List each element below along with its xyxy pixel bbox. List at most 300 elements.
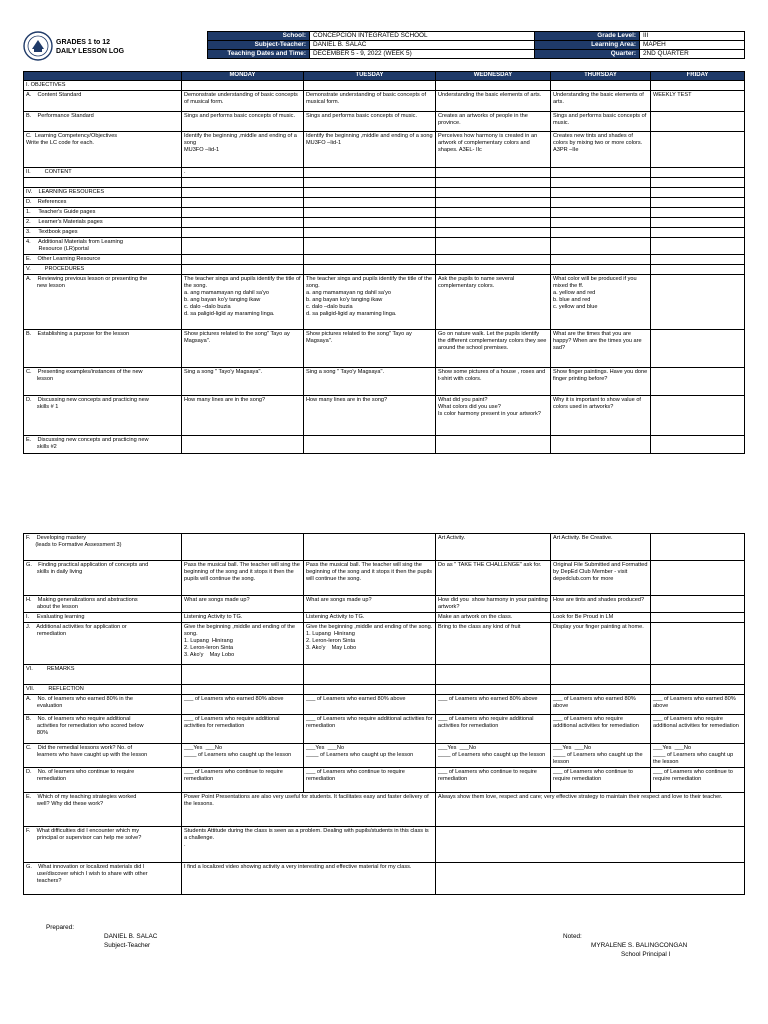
day-cell <box>551 395 651 435</box>
reflection-right-cell <box>436 792 745 826</box>
table-row <box>24 274 745 329</box>
day-cell <box>304 395 436 435</box>
day-cell-text: Show pictures related to the song" Tayo ay Magsaya". <box>184 330 292 344</box>
table-row <box>24 367 745 395</box>
day-cell <box>304 767 436 792</box>
day-cell <box>304 714 436 743</box>
day-cell <box>551 329 651 367</box>
row-label-text: B. Performance Standard <box>26 112 94 119</box>
day-cell <box>651 177 745 187</box>
day-cell <box>182 684 304 694</box>
row-label-text: E. Other Learning Resource <box>26 255 101 262</box>
day-cell <box>436 367 551 395</box>
day-cell <box>304 613 436 623</box>
day-cell-text: Identify the beginning ,middle and ending of a song MU3FO –Iid-1 <box>184 132 297 153</box>
row-label <box>24 167 182 177</box>
day-cell-text: ___ of Learners who continue to require remediation <box>553 768 635 782</box>
day-cell-text: ___Yes ___No ____ of Learners who caught up the lesson <box>653 744 734 765</box>
day-cell <box>551 227 651 237</box>
row-label-text: I. Evaluating learning <box>26 614 85 620</box>
day-cell <box>304 264 436 274</box>
day-friday: FRIDAY <box>651 72 745 81</box>
day-cell <box>436 329 551 367</box>
day-cell <box>182 395 304 435</box>
day-cell <box>651 435 745 453</box>
row-label-text: C. Presenting examples/instances of the new lesson <box>26 368 143 382</box>
day-cell <box>304 167 436 177</box>
day-cell <box>551 177 651 187</box>
reflection-left-cell-text: Power Point Presentations are also very useful for students. It facilitates easy and faster delivery of the lessons. <box>184 793 431 807</box>
table-row <box>24 111 745 131</box>
school-value: CONCEPCION INTEGRATED SCHOOL <box>310 32 535 41</box>
day-cell <box>651 167 745 177</box>
row-label-text: 1. Teacher's Guide pages <box>26 208 96 215</box>
table-row <box>24 197 745 207</box>
table-row <box>24 90 745 111</box>
day-cell <box>551 367 651 395</box>
day-cell <box>436 111 551 131</box>
day-cell-text: ___ of Learners who earned 80% above <box>553 695 638 709</box>
day-cell <box>651 217 745 227</box>
noted-block <box>591 942 687 959</box>
quarter-label: Quarter: <box>535 50 640 59</box>
day-cell <box>304 187 436 197</box>
day-cell <box>651 714 745 743</box>
day-cell <box>436 90 551 111</box>
grade-label: Grade Level: <box>535 32 640 41</box>
day-cell <box>304 81 436 91</box>
day-thursday: THURSDAY <box>551 72 651 81</box>
day-cell-text: The teacher sings and pupils identify the title of the song. a. ang mamamayan ng dahil sa'yo b. ang bayan ko'y tanging ikaw c. dalo –dalo buzia d. sa paligid-ligid ay maraming linga. <box>306 275 432 317</box>
day-cell <box>304 217 436 227</box>
day-cell-text: Listening Activity to TG. <box>184 614 243 620</box>
day-cell <box>436 131 551 167</box>
day-cell-text: What are songs made up? <box>184 597 250 603</box>
day-cell <box>182 90 304 111</box>
row-label <box>24 329 182 367</box>
row-label-text: B. No. of learners who require additional activities for remediation who scored below 80% <box>26 715 144 736</box>
row-label <box>24 177 182 187</box>
day-cell-text: The teacher sings and pupils identify the title of the song. a. ang mamamayan ng dahil sa'yo b. ang bayan ko'y tanging ikaw c. dalo –dalo buzia d. sa paligid-ligid ay maraming linga. <box>184 275 301 317</box>
day-cell-text: ___Yes ___No ____ of Learners who caught up the lesson <box>306 744 414 758</box>
title-line-1: GRADES 1 to 12 <box>56 39 111 46</box>
day-cell-text: Perceives how harmony is created in an artwork of complementary colors and shapes. A3EL- IIc <box>438 132 539 153</box>
day-cell-text: Go on nature walk. Let the pupils identify the different complementary colors they see around the school premises. <box>438 330 548 351</box>
table-row <box>24 395 745 435</box>
row-label <box>24 395 182 435</box>
day-cell <box>651 237 745 254</box>
day-cell <box>551 743 651 767</box>
dates-value: DECEMBER 5 - 9, 2022 (WEEK 5) <box>310 50 535 59</box>
day-cell <box>436 177 551 187</box>
row-label <box>24 862 182 894</box>
day-cell <box>304 367 436 395</box>
day-cell <box>551 207 651 217</box>
row-label-text: J. Additional activities for application or remediation <box>26 623 127 637</box>
row-label <box>24 684 182 694</box>
row-label-text: VII. REFLECTION <box>26 685 84 692</box>
day-cell <box>651 694 745 714</box>
row-label-text: C. Did the remedial lessons work? No. of learners who have caught up with the lesson <box>26 744 148 758</box>
day-cell <box>182 435 304 453</box>
day-cell-text: ___ of Learners who require additional activities for remediation <box>306 715 435 729</box>
day-cell <box>436 187 551 197</box>
dates-label: Teaching Dates and Time: <box>208 50 310 59</box>
reflection-right-cell <box>436 826 745 862</box>
day-cell-text: Sing a song " Tayo'y Magsaya". <box>306 368 385 375</box>
day-cell <box>551 274 651 329</box>
day-cell-text: What are songs made up? <box>306 597 372 603</box>
day-cell-text: ___Yes ___No ____ of Learners who caught up the lesson <box>438 744 546 758</box>
prepared-block <box>104 933 157 950</box>
day-cell <box>551 684 651 694</box>
row-label-text: D. No. of learners who continue to require remediation <box>26 768 135 782</box>
day-cell <box>182 622 304 664</box>
row-label <box>24 714 182 743</box>
day-cell <box>182 167 304 177</box>
row-label <box>24 264 182 274</box>
day-cell-text: ___ of Learners who require additional activities for remediation <box>653 715 739 729</box>
row-label <box>24 254 182 264</box>
day-cell <box>651 613 745 623</box>
day-cell <box>436 664 551 684</box>
day-cell <box>436 561 551 596</box>
day-cell <box>651 274 745 329</box>
lesson-table-part2 <box>23 533 745 895</box>
day-cell-text: ___ of Learners who require additional activities for remediation <box>184 715 282 729</box>
day-cell <box>436 534 551 561</box>
day-cell-text: Sings and performs basic concepts of music. <box>306 112 417 119</box>
day-cell <box>182 534 304 561</box>
row-label <box>24 826 182 862</box>
day-cell <box>436 81 551 91</box>
row-label <box>24 613 182 623</box>
reflection-left-cell <box>182 826 436 862</box>
day-cell <box>436 613 551 623</box>
prepared-label: Prepared: <box>46 924 75 931</box>
day-cell <box>304 664 436 684</box>
row-label-text: A. Reviewing previous lesson or presenting the new lesson <box>26 275 148 289</box>
day-cell <box>304 131 436 167</box>
area-label: Learning Area: <box>535 41 640 50</box>
noted-role: School Principal I <box>621 950 671 958</box>
row-label <box>24 367 182 395</box>
day-cell <box>551 767 651 792</box>
row-label-text: F. Developing mastery (leads to Formative Assessment 3) <box>26 535 122 548</box>
day-cell <box>436 197 551 207</box>
day-cell-text: ___ of Learners who earned 80% above <box>653 695 738 709</box>
day-header-row <box>24 72 745 81</box>
day-cell-text: Understanding the basic elements of arts. <box>553 91 646 105</box>
day-cell <box>436 227 551 237</box>
row-label <box>24 237 182 254</box>
day-cell <box>551 622 651 664</box>
day-cell <box>651 664 745 684</box>
day-wednesday: WEDNESDAY <box>436 72 551 81</box>
table-row <box>24 613 745 623</box>
day-cell <box>182 767 304 792</box>
day-cell <box>436 395 551 435</box>
row-label-text: 2. Learner's Materials pages <box>26 218 103 225</box>
reflection-left-cell-text: I find a localized video showing activity a very interesting and effective material for my class. <box>184 863 412 870</box>
day-cell <box>182 367 304 395</box>
day-cell-text: Show pictures related to the song" Tayo ay Magsaya". <box>306 330 414 344</box>
day-cell <box>304 90 436 111</box>
table-row <box>24 167 745 177</box>
day-cell-text: What did you paint? What colors did you use? Is color harmony present in your artwork? <box>438 396 541 417</box>
day-cell <box>304 227 436 237</box>
day-cell <box>551 131 651 167</box>
day-cell <box>304 111 436 131</box>
day-cell <box>651 367 745 395</box>
day-cell-text: . <box>184 168 186 175</box>
day-cell-text: ___ of Learners who earned 80% above <box>184 695 284 702</box>
day-cell <box>551 111 651 131</box>
day-cell-text: Art Activity. <box>438 535 466 541</box>
day-cell <box>651 207 745 217</box>
day-cell <box>651 81 745 91</box>
day-cell-text: Bring to the class any kind of fruit <box>438 623 521 630</box>
day-cell <box>551 664 651 684</box>
day-cell <box>182 274 304 329</box>
day-cell <box>551 90 651 111</box>
day-cell-text: Creates new tints and shades of colors by mixing two or more colors. A3PR –IIe <box>553 132 643 153</box>
day-cell-text: How many lines are in the song? <box>184 396 266 403</box>
reflection-left-cell-text: Students Attitude during the class is seen as a problem. Dealing with pupils/students in this class is a challenge. . <box>184 827 429 848</box>
day-cell <box>304 254 436 264</box>
day-cell <box>182 743 304 767</box>
row-label <box>24 792 182 826</box>
row-label <box>24 131 182 167</box>
day-cell <box>651 227 745 237</box>
row-label-text: 3. Textbook pages <box>26 228 78 235</box>
row-label-text: IV. LEARNING RESOURCES <box>26 188 105 195</box>
day-cell <box>436 217 551 227</box>
row-label <box>24 664 182 684</box>
day-cell <box>651 329 745 367</box>
day-cell <box>182 664 304 684</box>
day-cell <box>182 111 304 131</box>
day-cell <box>304 197 436 207</box>
day-cell <box>436 596 551 613</box>
table-row <box>24 131 745 167</box>
day-cell-text: How many lines are in the song? <box>306 396 388 403</box>
teacher-value: DANIEL B. SALAC <box>310 41 535 50</box>
row-label <box>24 767 182 792</box>
day-cell <box>551 197 651 207</box>
day-cell <box>182 596 304 613</box>
day-cell-text: ___ of Learners who require additional activities for remediation <box>438 715 536 729</box>
day-cell <box>182 561 304 596</box>
day-cell <box>551 264 651 274</box>
day-cell <box>182 177 304 187</box>
row-label <box>24 435 182 453</box>
row-label-text: G. Finding practical application of concepts and skills in daily living <box>26 562 149 575</box>
day-cell-text: Art Activity. Be Creative. <box>553 535 613 541</box>
row-label <box>24 197 182 207</box>
day-cell <box>651 131 745 167</box>
day-cell-text: Listening Activity to TG. <box>306 614 365 620</box>
reflection-row <box>24 862 745 894</box>
day-cell-text: Original File Submitted and Formatted by DepEd Club Member - visit depedclub.com for more <box>553 562 650 582</box>
day-cell <box>436 684 551 694</box>
day-cell <box>182 207 304 217</box>
day-cell <box>182 254 304 264</box>
day-cell <box>551 237 651 254</box>
day-cell <box>182 714 304 743</box>
day-cell <box>304 274 436 329</box>
day-cell-text: Identify the beginning ,middle and ending of a song MU3FO –Iid-1 <box>306 132 433 146</box>
day-cell-text: Display your finger painting at home. <box>553 623 644 630</box>
day-cell <box>304 207 436 217</box>
teacher-label: Subject-Teacher: <box>208 41 310 50</box>
day-cell <box>651 596 745 613</box>
table-row <box>24 743 745 767</box>
day-cell-text: ___ of Learners who continue to require remediation <box>653 768 735 782</box>
reflection-left-cell <box>182 792 436 826</box>
day-cell-text: Demonstrate understanding of basic concepts of musical form. <box>306 91 428 105</box>
day-cell <box>304 622 436 664</box>
day-cell-text: WEEKLY TEST <box>653 91 692 98</box>
day-cell-text: Understanding the basic elements of arts. <box>438 91 542 98</box>
day-cell <box>551 81 651 91</box>
day-monday: MONDAY <box>182 72 304 81</box>
day-cell <box>182 197 304 207</box>
grade-value: III <box>640 32 745 41</box>
day-cell <box>182 237 304 254</box>
day-cell <box>551 435 651 453</box>
day-cell <box>182 217 304 227</box>
day-cell <box>651 264 745 274</box>
day-cell-text: Ask the pupils to name several complementary colors. <box>438 275 516 289</box>
day-cell <box>182 81 304 91</box>
table-row <box>24 177 745 187</box>
day-cell-text: Creates an artworks of people in the province. <box>438 112 530 126</box>
day-cell-text: ___ of Learners who earned 80% above <box>306 695 406 702</box>
row-label-text: VI. REMARKS <box>26 665 75 672</box>
table-row <box>24 534 745 561</box>
table-row <box>24 435 745 453</box>
day-cell <box>551 534 651 561</box>
day-cell-text: Sings and performs basic concepts of music. <box>553 112 648 126</box>
row-label-text: G. What innovation or localized materials did I use/discover which I wish to share with other teachers? <box>26 863 148 884</box>
day-cell-text: Make an artwork on the class. <box>438 614 513 620</box>
day-cell <box>551 254 651 264</box>
day-cell <box>651 90 745 111</box>
row-label <box>24 217 182 227</box>
day-cell-text: Sings and performs basic concepts of music. <box>184 112 295 119</box>
day-cell <box>182 694 304 714</box>
day-cell-text: Give the beginning ,middle and ending of the song. 1. Lupang Hinirang 2. Leron-leron Sinta 3. Ako'y May Lobo <box>184 623 296 658</box>
day-cell-text: Why it is important to show value of colors used in artworks? <box>553 396 643 410</box>
day-cell <box>436 167 551 177</box>
day-cell-text: ___ of Learners who continue to require remediation <box>306 768 407 782</box>
day-cell <box>436 237 551 254</box>
table-row <box>24 207 745 217</box>
day-tuesday: TUESDAY <box>304 72 436 81</box>
day-cell-text: Demonstrate understanding of basic concepts of musical form. <box>184 91 300 105</box>
document-title <box>56 38 124 56</box>
row-label <box>24 534 182 561</box>
table-row <box>24 684 745 694</box>
noted-name: MYRALENE S. BALINGCONGAN <box>591 942 688 949</box>
day-cell <box>182 227 304 237</box>
day-cell <box>436 694 551 714</box>
day-cell-text: Look for Be Proud in LM <box>553 614 614 620</box>
table-row <box>24 767 745 792</box>
day-cell <box>436 622 551 664</box>
row-label <box>24 622 182 664</box>
row-label-text: C. Learning Competency/Objectives Write the LC code for each. <box>26 132 118 146</box>
row-label-text: H. Making generalizations and abstractions about the lesson <box>26 597 138 610</box>
row-label <box>24 743 182 767</box>
day-cell-text: ___ of Learners who require additional activities for remediation <box>553 715 639 729</box>
day-cell <box>304 561 436 596</box>
quarter-value: 2ND QUARTER <box>640 50 745 59</box>
day-cell <box>436 274 551 329</box>
day-cell <box>551 596 651 613</box>
area-value: MAPEH <box>640 41 745 50</box>
table-row <box>24 664 745 684</box>
header-info-table <box>207 31 745 59</box>
day-cell <box>551 167 651 177</box>
row-label-text: A. No. of learners who earned 80% in the evaluation <box>26 695 133 709</box>
day-cell <box>651 684 745 694</box>
day-cell-text: Show some pictures of a house , roses and t-shirt with colors. <box>438 368 547 382</box>
table-row <box>24 187 745 197</box>
day-cell <box>436 264 551 274</box>
day-cell <box>436 767 551 792</box>
day-cell <box>436 743 551 767</box>
row-label <box>24 561 182 596</box>
day-cell <box>651 197 745 207</box>
day-cell <box>551 561 651 596</box>
day-cell <box>304 684 436 694</box>
row-label-text: F. What difficulties did I encounter which my principal or supervisor can help me solve? <box>26 827 142 841</box>
day-cell <box>651 622 745 664</box>
day-cell <box>182 131 304 167</box>
day-cell <box>436 254 551 264</box>
day-cell <box>436 714 551 743</box>
day-cell-text: Give the beginning ,middle and ending of the song. 1. Lupang Hinirang 2. Leron-leron Sinta 3. Ako'y May Lobo <box>306 623 433 651</box>
day-cell <box>304 329 436 367</box>
row-label <box>24 90 182 111</box>
day-cell <box>651 767 745 792</box>
row-label-text: A. Content Standard <box>26 91 82 98</box>
day-cell <box>436 207 551 217</box>
day-cell-text: ___ of Learners who earned 80% above <box>438 695 538 702</box>
day-cell <box>304 596 436 613</box>
row-label <box>24 694 182 714</box>
row-label-text: I. OBJECTIVES <box>26 82 66 88</box>
day-cell <box>551 694 651 714</box>
day-cell-text: How are tints and shades produced? <box>553 597 645 603</box>
day-cell-text: How did you show harmony in your painting artwork? <box>438 597 550 610</box>
table-row <box>24 227 745 237</box>
day-cell <box>651 187 745 197</box>
day-cell <box>651 254 745 264</box>
day-cell-text: Do as " TAKE THE CHALLENGE" ask for. <box>438 562 542 568</box>
table-row <box>24 561 745 596</box>
prepared-name: DANIEL B. SALAC <box>104 933 158 940</box>
prepared-role: Subject-Teacher <box>104 941 151 949</box>
table-row <box>24 217 745 227</box>
day-cell <box>551 714 651 743</box>
reflection-row <box>24 826 745 862</box>
day-cell-text: What are the times that you are happy? When are the times you are sad? <box>553 330 644 351</box>
table-row <box>24 329 745 367</box>
day-cell <box>551 613 651 623</box>
